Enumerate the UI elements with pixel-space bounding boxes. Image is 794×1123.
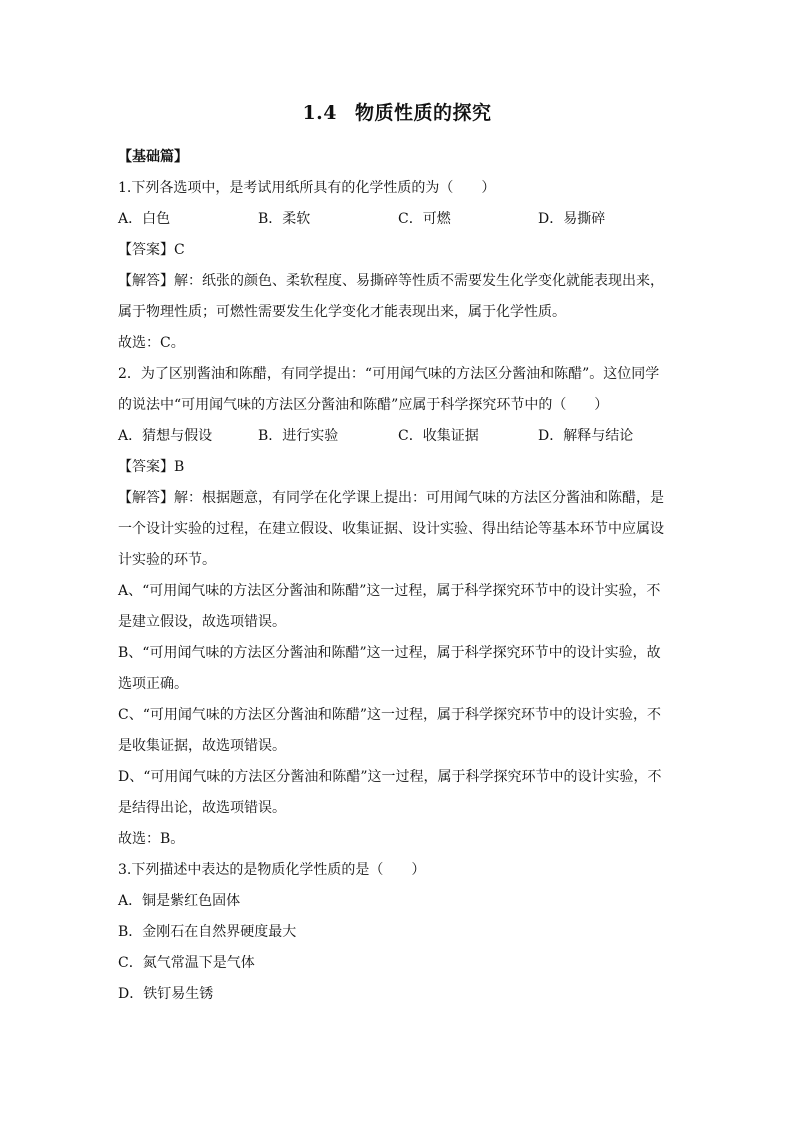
title-number: 1.4 [302,102,338,124]
page-title [0,98,794,125]
q2-option-b: B．进行实验 [258,428,339,444]
q2-stem-line: 的说法中“可用闻气味的方法区分酱油和陈醋”应属于科学探究环节中的（ ） [118,397,609,413]
q2-analysis-line: 计实验的环节。 [118,552,216,568]
q1-choice: 故选：C。 [118,335,185,351]
q1-answer: 【答案】C [118,242,185,258]
q1-option-d: D．易撕碎 [538,211,606,227]
q2-analysis-line: 是结得出论，故选项错误。 [118,800,286,816]
q3-option-c: C．氮气常温下是气体 [118,955,255,971]
q1-stem: 1.下列各选项中，是考试用纸所具有的化学性质的为（ ） [118,180,496,196]
q1-option-c: C．可燃 [398,211,451,227]
q2-analysis-line: 是建立假设，故选项错误。 [118,614,286,630]
document-body [118,147,678,1015]
q2-option-a: A．猜想与假设 [118,428,213,444]
q2-analysis-line: 【解答】解：根据题意，有同学在化学课上提出：可用闻气味的方法区分酱油和陈醋，是 [118,490,664,506]
title-text: 物质性质的探究 [355,102,492,124]
q2-option-d: D．解释与结论 [538,428,634,444]
q2-analysis-line: 是收集证据，故选项错误。 [118,738,286,754]
q2-analysis-line: C、“可用闻气味的方法区分酱油和陈醋”这一过程，属于科学探究环节中的设计实验，不 [118,707,662,723]
q2-answer: 【答案】B [118,459,185,475]
q2-stem-line: 2．为了区别酱油和陈醋，有同学提出：“可用闻气味的方法区分酱油和陈醋”。这位同学 [118,366,660,382]
q3-stem: 3.下列描述中表达的是物质化学性质的是（ ） [118,862,426,878]
q1-options [118,209,678,240]
q3-option-d: D．铁钉易生锈 [118,986,214,1002]
q1-option-a: A．白色 [118,211,171,227]
q2-analysis-line: B、“可用闻气味的方法区分酱油和陈醋”这一过程，属于科学探究环节中的设计实验，故 [118,645,661,661]
q1-analysis-line: 【解答】解：纸张的颜色、柔软程度、易撕碎等性质不需要发生化学变化就能表现出来， [118,273,664,289]
q2-analysis-line: A、“可用闻气味的方法区分酱油和陈醋”这一过程，属于科学探究环节中的设计实验，不 [118,583,661,599]
q2-choice: 故选：B。 [118,831,185,847]
q2-analysis-line: 一个设计实验的过程，在建立假设、收集证据、设计实验、得出结论等基本环节中应属设 [118,521,664,537]
section-heading: 【基础篇】 [118,149,188,165]
q1-option-b: B．柔软 [258,211,311,227]
q3-option-b: B．金刚石在自然界硬度最大 [118,924,297,940]
q3-option-a: A．铜是紫红色固体 [118,893,241,909]
q2-analysis-line: 选项正确。 [118,676,188,692]
q2-analysis-line: D、“可用闻气味的方法区分酱油和陈醋”这一过程，属于科学探究环节中的设计实验，不 [118,769,662,785]
q2-option-c: C．收集证据 [398,428,479,444]
q1-analysis-line: 属于物理性质；可燃性需要发生化学变化才能表现出来，属于化学性质。 [118,304,566,320]
q2-options [118,426,678,457]
